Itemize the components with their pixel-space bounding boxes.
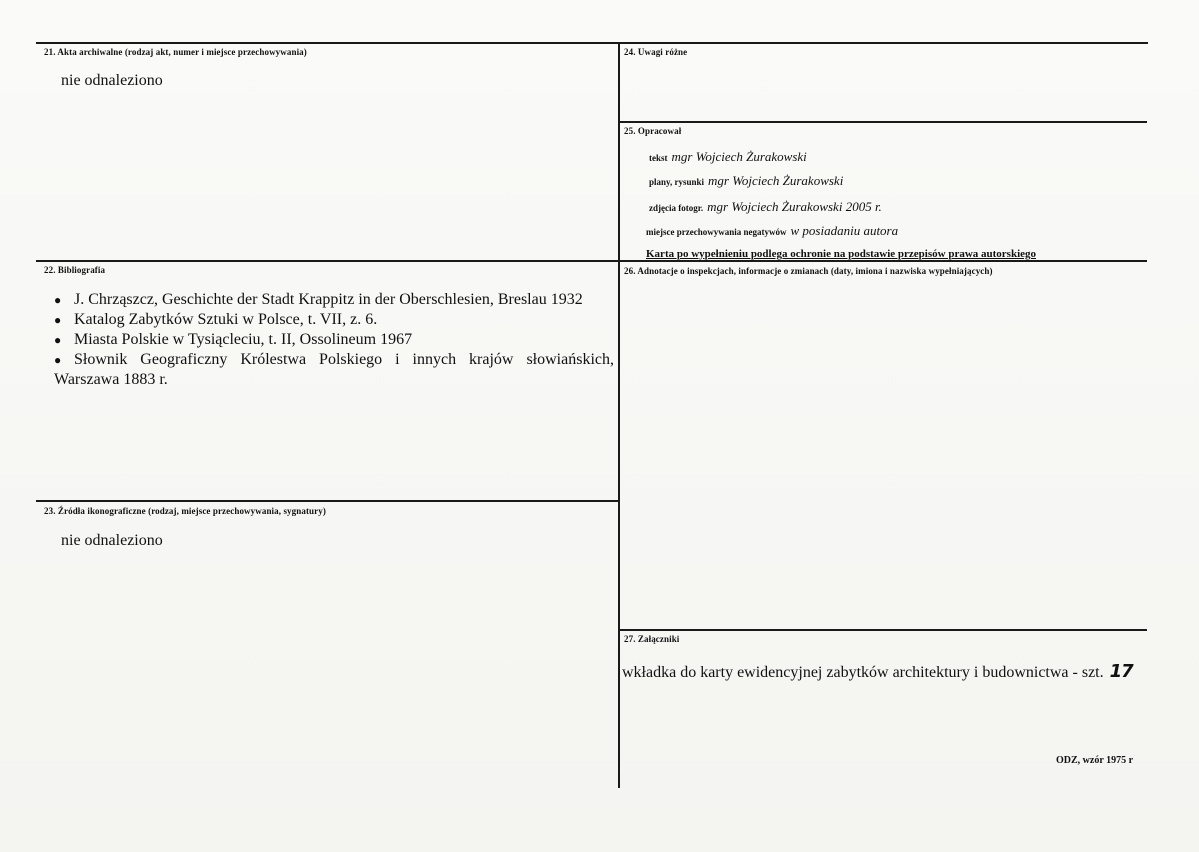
bibliography-item: ● Miasta Polskie w Tysiącleciu, t. II, Ossolineum 1967	[54, 331, 413, 348]
rule-25-26	[619, 260, 1147, 262]
section-26-label: 26. Adnotacje o inspekcjach, informacje o zmianach (daty, imiona i nazwiska wypełniających)	[624, 266, 993, 276]
section-24-label: 24. Uwagi różne	[624, 47, 688, 57]
author-plans-row: plany, rysunki mgr Wojciech Żurakowski	[649, 173, 844, 188]
bibliography-item: ● Słownik Geograficzny Królestwa Polskiego i innych krajów słowiańskich, Warszawa 1883 r.	[54, 351, 614, 388]
section-21-value: nie odnaleziono	[61, 72, 163, 89]
author-photos-row: zdjęcia fotogr. mgr Wojciech Żurakowski 2005 r.	[649, 199, 882, 214]
bullet-icon: ●	[54, 313, 62, 327]
rule-26-27	[619, 629, 1147, 631]
bibliography-item: ● Katalog Zabytków Sztuki w Polsce, t. VII, z. 6.	[54, 311, 378, 328]
negatives-location-row: miejsce przechowywania negatywów w posiadaniu autora	[646, 223, 899, 238]
bullet-icon: ●	[54, 293, 62, 307]
rule-22-23	[36, 500, 620, 502]
section-21-label: 21. Akta archiwalne (rodzaj akt, numer i miejsce przechowywania)	[44, 47, 307, 57]
bibliography-list	[54, 290, 614, 389]
form-designation: ODZ, wzór 1975 r	[1056, 755, 1134, 766]
bullet-icon: ●	[54, 353, 62, 367]
section-22-label: 22. Bibliografia	[44, 265, 106, 275]
rule-21-22	[36, 260, 620, 262]
top-rule	[36, 42, 1148, 44]
bullet-icon: ●	[54, 333, 62, 347]
bibliography-item: ● J. Chrząszcz, Geschichte der Stadt Krappitz in der Oberschlesien, Breslau 1932	[54, 291, 583, 308]
attachment-count: 17	[1109, 661, 1133, 682]
center-divider	[618, 42, 620, 788]
section-27-value: wkładka do karty ewidencyjnej zabytków architektury i budownictwa - szt. 17	[622, 661, 1133, 682]
section-25-label: 25. Opracował	[624, 126, 682, 136]
section-23-label: 23. Źródła ikonograficzne (rodzaj, miejsce przechowywania, sygnatury)	[44, 506, 326, 516]
rule-24-25	[619, 121, 1147, 123]
author-text-row: tekst mgr Wojciech Żurakowski	[649, 149, 807, 164]
copyright-note: Karta po wypełnieniu podlega ochronie na podstawie przepisów prawa autorskiego	[646, 248, 1037, 260]
section-27-label: 27. Załączniki	[624, 634, 680, 644]
section-23-value: nie odnaleziono	[61, 532, 163, 549]
